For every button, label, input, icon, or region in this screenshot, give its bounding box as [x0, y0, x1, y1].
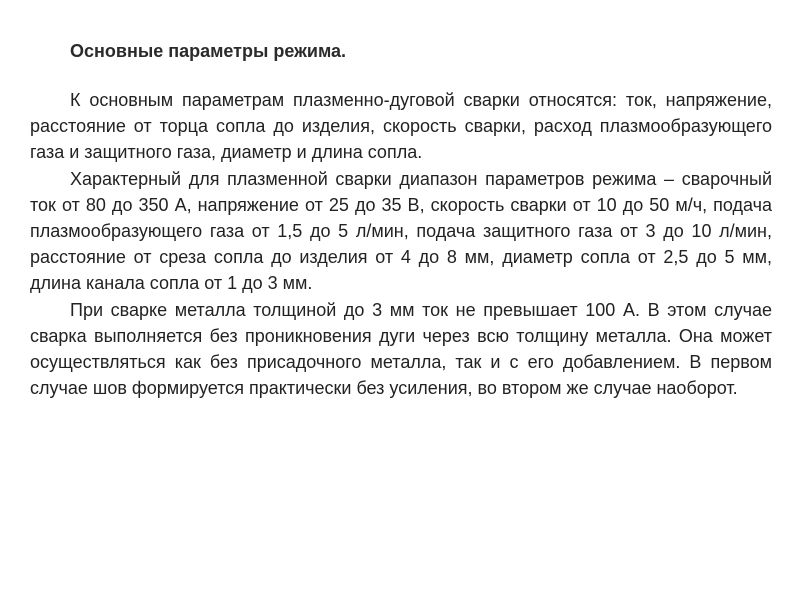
paragraph-thin-metal-welding: При сварке металла толщиной до 3 мм ток не превышает 100 А. В этом случае сварка выполняется без проникновения дуги через всю толщину металла. Она может осуществляться как без присадочного металла, так и с его добавлением. В первом случае шов формируется практически без усиления, во втором же случае наоборот.: [30, 299, 772, 399]
document-heading: Основные параметры режима.: [70, 41, 347, 61]
document-body: [30, 38, 772, 401]
paragraph-main-parameters: К основным параметрам плазменно-дуговой сварки относятся: ток, напряжение, расстояние от торца сопла до изделия, скорость сварки, расход плазмообразующего газа и защитного газа, диаметр и длина сопла.: [30, 90, 772, 163]
paragraph-parameter-ranges: Характерный для плазменной сварки диапазон параметров режима – сварочный ток от 80 до 350 А, напряжение от 25 до 35 В, скорость сварки от 10 до 50 м/ч, подача плазмообразующего газа от 1,5 до 5 л/мин, подача защитного газа от 3 до 10 л/мин, расстояние от среза сопла до изделия от 4 до 8 мм, диаметр сопла от 2,5 до 5 мм, длина канала сопла от 1 до 3 мм.: [30, 168, 772, 294]
